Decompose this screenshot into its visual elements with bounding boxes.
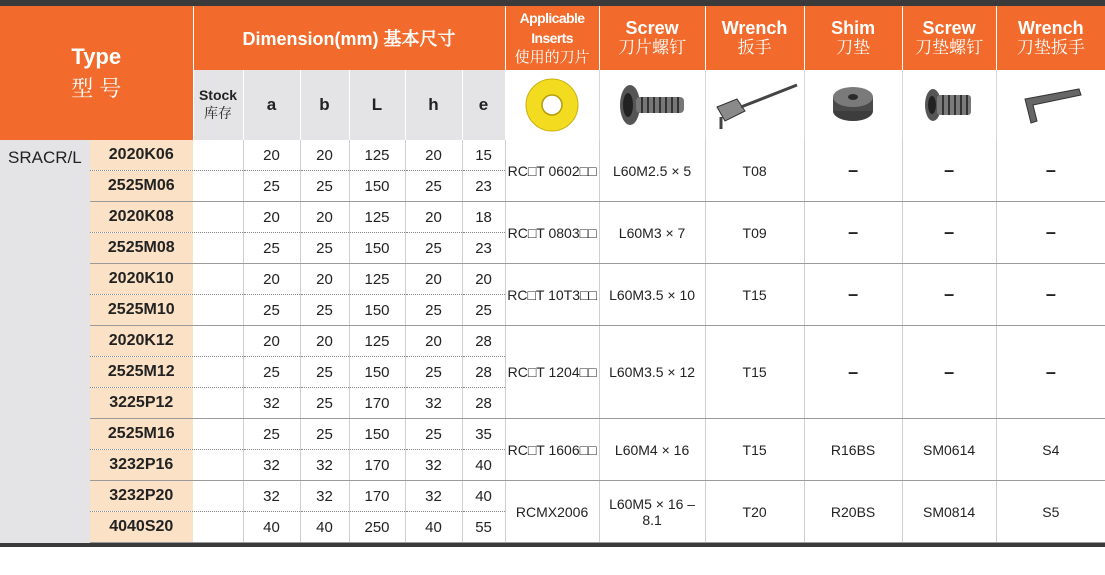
group-shim-screw: – bbox=[902, 326, 996, 419]
header-wrench bbox=[705, 3, 804, 70]
dim-L: 150 bbox=[349, 357, 405, 388]
dim-e: 18 bbox=[462, 202, 505, 233]
group-insert: RCMX2006 bbox=[505, 481, 599, 543]
dim-L: 150 bbox=[349, 171, 405, 202]
header-col-L: L bbox=[349, 70, 405, 140]
dim-h: 20 bbox=[405, 264, 462, 295]
model-code: 2020K06 bbox=[90, 140, 193, 171]
dim-h: 20 bbox=[405, 140, 462, 171]
dim-e: 23 bbox=[462, 233, 505, 264]
header-inserts bbox=[505, 3, 599, 70]
dim-h: 32 bbox=[405, 388, 462, 419]
header-col-a: a bbox=[243, 70, 300, 140]
dim-b: 40 bbox=[300, 512, 349, 543]
dim-a: 25 bbox=[243, 357, 300, 388]
group-insert: RC□T 10T3□□ bbox=[505, 264, 599, 326]
model-code: 2525M10 bbox=[90, 295, 193, 326]
torx-screw-icon bbox=[612, 77, 692, 133]
group-insert: RC□T 1606□□ bbox=[505, 419, 599, 481]
header-col-e: e bbox=[462, 70, 505, 140]
group-shim-wrench: S5 bbox=[996, 481, 1105, 543]
group-shim: R16BS bbox=[804, 419, 902, 481]
group-shim-screw: – bbox=[902, 140, 996, 202]
dim-a: 20 bbox=[243, 326, 300, 357]
group-shim-screw: – bbox=[902, 264, 996, 326]
group-screw: L60M3.5 × 12 bbox=[599, 326, 705, 419]
header-shim-cn: 刀垫 bbox=[836, 38, 871, 57]
header-col-h: h bbox=[405, 70, 462, 140]
group-shim-screw: SM0614 bbox=[902, 419, 996, 481]
dim-b: 25 bbox=[300, 419, 349, 450]
dim-e: 28 bbox=[462, 388, 505, 419]
group-shim-wrench: S4 bbox=[996, 419, 1105, 481]
dim-L: 125 bbox=[349, 326, 405, 357]
dim-h: 40 bbox=[405, 512, 462, 543]
table-row bbox=[0, 481, 1105, 512]
dim-e: 35 bbox=[462, 419, 505, 450]
dim-e: 23 bbox=[462, 171, 505, 202]
dim-a: 25 bbox=[243, 171, 300, 202]
bottom-bar bbox=[0, 543, 1105, 547]
stock-cell bbox=[193, 171, 243, 202]
dim-a: 25 bbox=[243, 233, 300, 264]
stock-cell bbox=[193, 419, 243, 450]
hex-key-icon bbox=[1011, 77, 1091, 133]
dim-h: 20 bbox=[405, 202, 462, 233]
header-stock bbox=[193, 70, 243, 140]
stock-cell bbox=[193, 233, 243, 264]
header-screw bbox=[599, 3, 705, 70]
group-wrench: T15 bbox=[705, 326, 804, 419]
group-shim-screw: – bbox=[902, 202, 996, 264]
dim-b: 25 bbox=[300, 357, 349, 388]
stock-cell bbox=[193, 481, 243, 512]
table-row bbox=[0, 140, 1105, 171]
dim-b: 20 bbox=[300, 202, 349, 233]
dim-h: 20 bbox=[405, 326, 462, 357]
header-type-en: Type bbox=[71, 43, 122, 69]
dim-e: 40 bbox=[462, 450, 505, 481]
dim-a: 32 bbox=[243, 388, 300, 419]
dim-e: 55 bbox=[462, 512, 505, 543]
header-shim-screw bbox=[902, 3, 996, 70]
shim-screw-icon bbox=[917, 77, 981, 133]
dim-L: 125 bbox=[349, 264, 405, 295]
header-shim-en: Shim bbox=[831, 18, 876, 38]
dim-a: 20 bbox=[243, 202, 300, 233]
header-shim bbox=[804, 3, 902, 70]
header-type-cn: 型 号 bbox=[71, 75, 122, 101]
header-shim-wrench-en: Wrench bbox=[1017, 18, 1084, 38]
dim-L: 150 bbox=[349, 419, 405, 450]
table-row bbox=[0, 202, 1105, 233]
group-screw: L60M3 × 7 bbox=[599, 202, 705, 264]
dim-L: 170 bbox=[349, 481, 405, 512]
model-code: 2525M12 bbox=[90, 357, 193, 388]
dim-b: 32 bbox=[300, 450, 349, 481]
dim-a: 25 bbox=[243, 295, 300, 326]
header-shim-screw-cn: 刀垫螺钉 bbox=[915, 38, 984, 57]
dim-h: 32 bbox=[405, 481, 462, 512]
table-row bbox=[0, 264, 1105, 295]
group-shim: – bbox=[804, 140, 902, 202]
header-col-b: b bbox=[300, 70, 349, 140]
group-insert: RC□T 1204□□ bbox=[505, 326, 599, 419]
header-shim-screw-en: Screw bbox=[922, 18, 976, 38]
group-shim: – bbox=[804, 202, 902, 264]
insert-image bbox=[505, 70, 599, 140]
model-code: 2525M16 bbox=[90, 419, 193, 450]
dim-e: 28 bbox=[462, 357, 505, 388]
dim-L: 150 bbox=[349, 233, 405, 264]
dim-a: 32 bbox=[243, 481, 300, 512]
dim-L: 170 bbox=[349, 450, 405, 481]
stock-cell bbox=[193, 295, 243, 326]
group-wrench: T08 bbox=[705, 140, 804, 202]
group-shim-wrench: – bbox=[996, 264, 1105, 326]
dim-b: 20 bbox=[300, 264, 349, 295]
dim-b: 25 bbox=[300, 171, 349, 202]
dim-h: 25 bbox=[405, 171, 462, 202]
round-insert-icon bbox=[524, 77, 580, 133]
group-shim-wrench: – bbox=[996, 202, 1105, 264]
group-insert: RC□T 0602□□ bbox=[505, 140, 599, 202]
dim-a: 32 bbox=[243, 450, 300, 481]
group-shim: – bbox=[804, 326, 902, 419]
header-screw-en: Screw bbox=[625, 18, 679, 38]
group-screw: L60M3.5 × 10 bbox=[599, 264, 705, 326]
group-shim-screw: SM0814 bbox=[902, 481, 996, 543]
header-stock-en: Stock bbox=[198, 87, 238, 103]
dim-L: 150 bbox=[349, 295, 405, 326]
group-shim: R20BS bbox=[804, 481, 902, 543]
dim-b: 20 bbox=[300, 140, 349, 171]
model-code: 2020K10 bbox=[90, 264, 193, 295]
stock-cell bbox=[193, 357, 243, 388]
table-row bbox=[0, 419, 1105, 450]
dim-L: 125 bbox=[349, 202, 405, 233]
header-screw-cn: 刀片螺钉 bbox=[618, 38, 687, 57]
dim-e: 40 bbox=[462, 481, 505, 512]
model-code: 3232P16 bbox=[90, 450, 193, 481]
dim-h: 25 bbox=[405, 357, 462, 388]
model-code: 2525M08 bbox=[90, 233, 193, 264]
group-wrench: T15 bbox=[705, 419, 804, 481]
dim-h: 25 bbox=[405, 295, 462, 326]
model-code: 2525M06 bbox=[90, 171, 193, 202]
header-shim-wrench-cn: 刀垫扳手 bbox=[1016, 38, 1085, 57]
dim-a: 25 bbox=[243, 419, 300, 450]
stock-cell bbox=[193, 264, 243, 295]
shim-image bbox=[804, 70, 902, 140]
dim-L: 125 bbox=[349, 140, 405, 171]
header-shim-wrench bbox=[996, 3, 1105, 70]
group-wrench: T09 bbox=[705, 202, 804, 264]
group-shim: – bbox=[804, 264, 902, 326]
stock-cell bbox=[193, 450, 243, 481]
dim-b: 25 bbox=[300, 295, 349, 326]
dim-L: 170 bbox=[349, 388, 405, 419]
stock-cell bbox=[193, 326, 243, 357]
dim-a: 20 bbox=[243, 140, 300, 171]
model-code: 2020K08 bbox=[90, 202, 193, 233]
dim-b: 20 bbox=[300, 326, 349, 357]
dim-e: 15 bbox=[462, 140, 505, 171]
dim-a: 40 bbox=[243, 512, 300, 543]
header-wrench-en: Wrench bbox=[721, 18, 788, 38]
group-insert: RC□T 0803□□ bbox=[505, 202, 599, 264]
model-code: 2020K12 bbox=[90, 326, 193, 357]
stock-cell bbox=[193, 512, 243, 543]
model-code: 3225P12 bbox=[90, 388, 193, 419]
dim-L: 250 bbox=[349, 512, 405, 543]
dim-b: 25 bbox=[300, 233, 349, 264]
header-stock-cn: 库存 bbox=[204, 105, 232, 121]
model-code: 3232P20 bbox=[90, 481, 193, 512]
stock-cell bbox=[193, 140, 243, 171]
dim-e: 25 bbox=[462, 295, 505, 326]
dim-b: 25 bbox=[300, 388, 349, 419]
model-code: 4040S20 bbox=[90, 512, 193, 543]
torx-wrench-icon bbox=[707, 77, 803, 133]
shim-wrench-image bbox=[996, 70, 1105, 140]
wrench-image bbox=[705, 70, 804, 140]
dim-h: 25 bbox=[405, 233, 462, 264]
group-wrench: T15 bbox=[705, 264, 804, 326]
header-type bbox=[0, 3, 193, 140]
type-name: SRACR/L bbox=[0, 140, 90, 543]
screw-image bbox=[599, 70, 705, 140]
dim-h: 25 bbox=[405, 419, 462, 450]
dim-e: 20 bbox=[462, 264, 505, 295]
dim-b: 32 bbox=[300, 481, 349, 512]
group-screw: L60M4 × 16 bbox=[599, 419, 705, 481]
stock-cell bbox=[193, 202, 243, 233]
stock-cell bbox=[193, 388, 243, 419]
shim-icon bbox=[825, 77, 881, 133]
group-wrench: T20 bbox=[705, 481, 804, 543]
header-inserts-en: Applicable Inserts bbox=[519, 10, 585, 46]
group-shim-wrench: – bbox=[996, 326, 1105, 419]
dim-a: 20 bbox=[243, 264, 300, 295]
group-screw: L60M2.5 × 5 bbox=[599, 140, 705, 202]
header-dimension: Dimension(mm) 基本尺寸 bbox=[193, 3, 505, 70]
dim-h: 32 bbox=[405, 450, 462, 481]
shim-screw-image bbox=[902, 70, 996, 140]
dim-e: 28 bbox=[462, 326, 505, 357]
table-row bbox=[0, 326, 1105, 357]
group-screw: L60M5 × 16 – 8.1 bbox=[599, 481, 705, 543]
header-inserts-cn: 使用的刀片 bbox=[514, 49, 590, 66]
group-shim-wrench: – bbox=[996, 140, 1105, 202]
header-wrench-cn: 扳手 bbox=[737, 38, 772, 57]
